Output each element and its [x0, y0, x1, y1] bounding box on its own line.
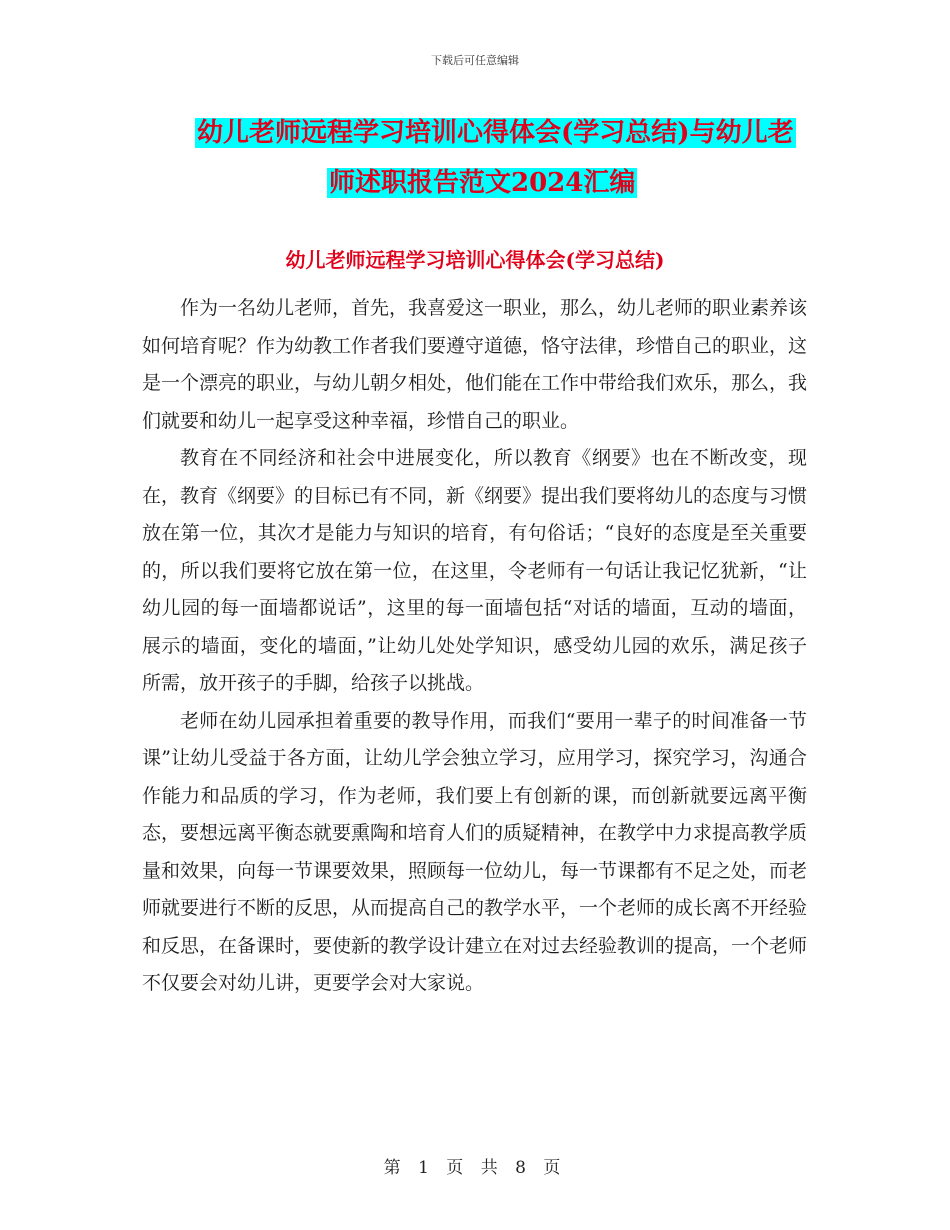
body-text	[142, 290, 807, 1003]
page-header-note: 下载后可任意编辑	[431, 54, 519, 67]
section-title: 幼儿老师远程学习培训心得体会(学习总结)	[285, 248, 665, 272]
paragraph: 作为一名幼儿老师，首先，我喜爱这一职业，那么，幼儿老师的职业素养该如何培育呢？作为幼教工作者我们要遵守道德，恪守法律，珍惜自己的职业，这是一个漂亮的职业，与幼儿朝夕相处，他们能在工作中带给我们欢乐，那么，我们就要和幼儿一起享受这种幸福，珍惜自己的职业。	[142, 297, 808, 432]
paragraph: 教育在不同经济和社会中进展变化，所以教育《纲要》也在不断改变，现在，教育《纲要》的目标已有不同，新《纲要》提出我们要将幼儿的态度与习惯放在第一位，其次才是能力与知识的培育，有句俗话；“良好的态度是至关重要的，所以我们要将它放在第一位，在这里，令老师有一句话让我记忆犹新，“让幼儿园的每一面墙都说话”，这里的每一面墙包括“对话的墙面，互动的墙面，展示的墙面，变化的墙面，”让幼儿处处学知识，感受幼儿园的欢乐，满足孩子所需，放开孩子的手脚，给孩子以挑战。	[142, 447, 808, 694]
document-title-line-1: 幼儿老师远程学习培训心得体会(学习总结)与幼儿老	[197, 118, 794, 148]
document-title	[195, 108, 815, 208]
paragraph: 老师在幼儿园承担着重要的教导作用，而我们“要用一辈子的时间准备一节课”让幼儿受益于各方面，让幼儿学会独立学习，应用学习，探究学习，沟通合作能力和品质的学习，作为老师，我们要上有创新的课，而创新就要远离平衡态，要想远离平衡态就要熏陶和培育人们的质疑精神，在教学中力求提高教学质量和效果，向每一节课要效果，照顾每一位幼儿，每一节课都有不足之处，而老师就要进行不断的反思，从而提高自己的教学水平，一个老师的成长离不开经验和反思，在备课时，要使新的教学设计建立在对过去经验教训的提高，一个老师不仅要会对幼儿讲，更要学会对大家说。	[142, 709, 808, 994]
document-title-line-2: 师述职报告范文2024汇编	[329, 168, 636, 198]
page-number: 第 1 页 共 8 页	[383, 1158, 567, 1178]
